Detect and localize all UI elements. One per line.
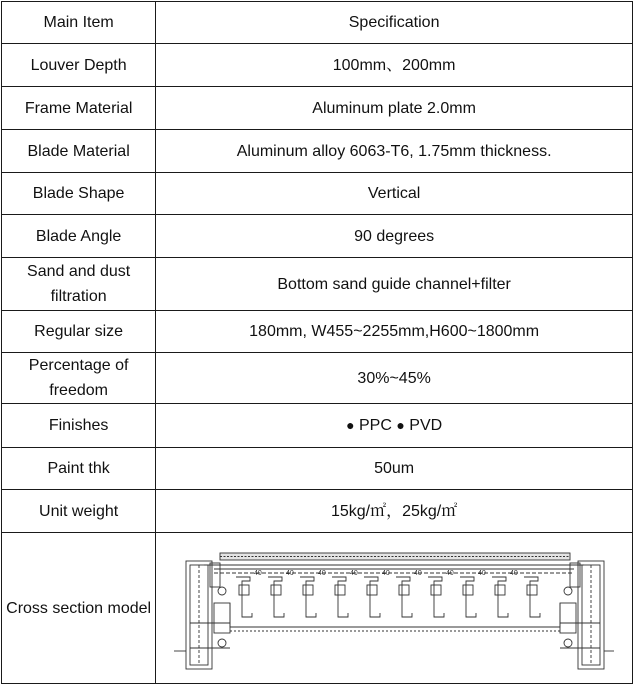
cross-section-drawing: [174, 543, 614, 673]
row-label: Percentage of freedom: [2, 353, 156, 404]
row-value: 15kg/㎡，25kg/㎡: [156, 490, 633, 533]
blade-profile: [236, 577, 252, 617]
row-label: Unit weight: [2, 490, 156, 533]
table-row: [2, 533, 633, 684]
row-value: Aluminum alloy 6063-T6, 1.75mm thickness.: [156, 130, 633, 173]
blade-clip: [431, 585, 441, 595]
dimension-label: 40: [254, 570, 262, 577]
bullet-icon: ●: [396, 417, 405, 433]
table-row: [2, 44, 633, 87]
blade-clip: [527, 585, 537, 595]
row-value: 90 degrees: [156, 215, 633, 258]
blade-profile: [460, 577, 476, 617]
blade-profile: [332, 577, 348, 617]
row-label: Finishes: [2, 404, 156, 448]
row-value: Aluminum plate 2.0mm: [156, 87, 633, 130]
header-specification: Specification: [156, 2, 633, 44]
dimension-label: 40: [446, 570, 454, 577]
table-row: [2, 173, 633, 215]
blade-profile: [300, 577, 316, 617]
row-label: Blade Shape: [2, 173, 156, 215]
blade-clip: [271, 585, 281, 595]
row-label: Sand and dust filtration: [2, 258, 156, 311]
table-row: [2, 490, 633, 533]
table-row: [2, 448, 633, 490]
row-label: Paint thk: [2, 448, 156, 490]
dimension-label: 40: [382, 570, 390, 577]
specification-table: [1, 1, 633, 684]
dimension-label: 40: [478, 570, 486, 577]
finish-option-pvd: PVD: [409, 417, 443, 434]
blade-profile: [268, 577, 284, 617]
row-value: 100mm、200mm: [156, 44, 633, 87]
row-value: 180mm, W455~2255mm,H600~1800mm: [156, 311, 633, 353]
blade-profile: [492, 577, 508, 617]
table-row: [2, 215, 633, 258]
row-label: Blade Material: [2, 130, 156, 173]
dimension-label: 40: [510, 570, 518, 577]
bullet-icon: ●: [346, 417, 355, 433]
dimension-label: 40: [318, 570, 326, 577]
table-row: [2, 353, 633, 404]
row-value: 50um: [156, 448, 633, 490]
row-label: Blade Angle: [2, 215, 156, 258]
row-label: Frame Material: [2, 87, 156, 130]
row-label: Cross section model: [2, 533, 156, 684]
blade-clip: [399, 585, 409, 595]
dimension-label: 40: [286, 570, 294, 577]
row-value: Vertical: [156, 173, 633, 215]
dimension-label: 40: [350, 570, 358, 577]
row-label: Louver Depth: [2, 44, 156, 87]
table-row: [2, 311, 633, 353]
table-row: [2, 130, 633, 173]
blade-clip: [239, 585, 249, 595]
finish-option-ppc: PPC: [358, 417, 392, 434]
table-row: [2, 87, 633, 130]
cross-section-cell: [156, 533, 633, 684]
blade-clip: [335, 585, 345, 595]
row-value: 30%~45%: [156, 353, 633, 404]
row-value-finishes: [156, 404, 633, 448]
dimension-label: 40: [414, 570, 422, 577]
row-label: Regular size: [2, 311, 156, 353]
header-main-item: Main Item: [2, 2, 156, 44]
table-header-row: [2, 2, 633, 44]
blade-clip: [367, 585, 377, 595]
blade-profile: [396, 577, 412, 617]
blade-profile: [428, 577, 444, 617]
blade-profile: [364, 577, 380, 617]
row-value: Bottom sand guide channel+filter: [156, 258, 633, 311]
table-row: [2, 258, 633, 311]
blade-profile: [524, 577, 540, 617]
blade-clip: [495, 585, 505, 595]
blade-clip: [303, 585, 313, 595]
table-row: [2, 404, 633, 448]
blade-clip: [463, 585, 473, 595]
